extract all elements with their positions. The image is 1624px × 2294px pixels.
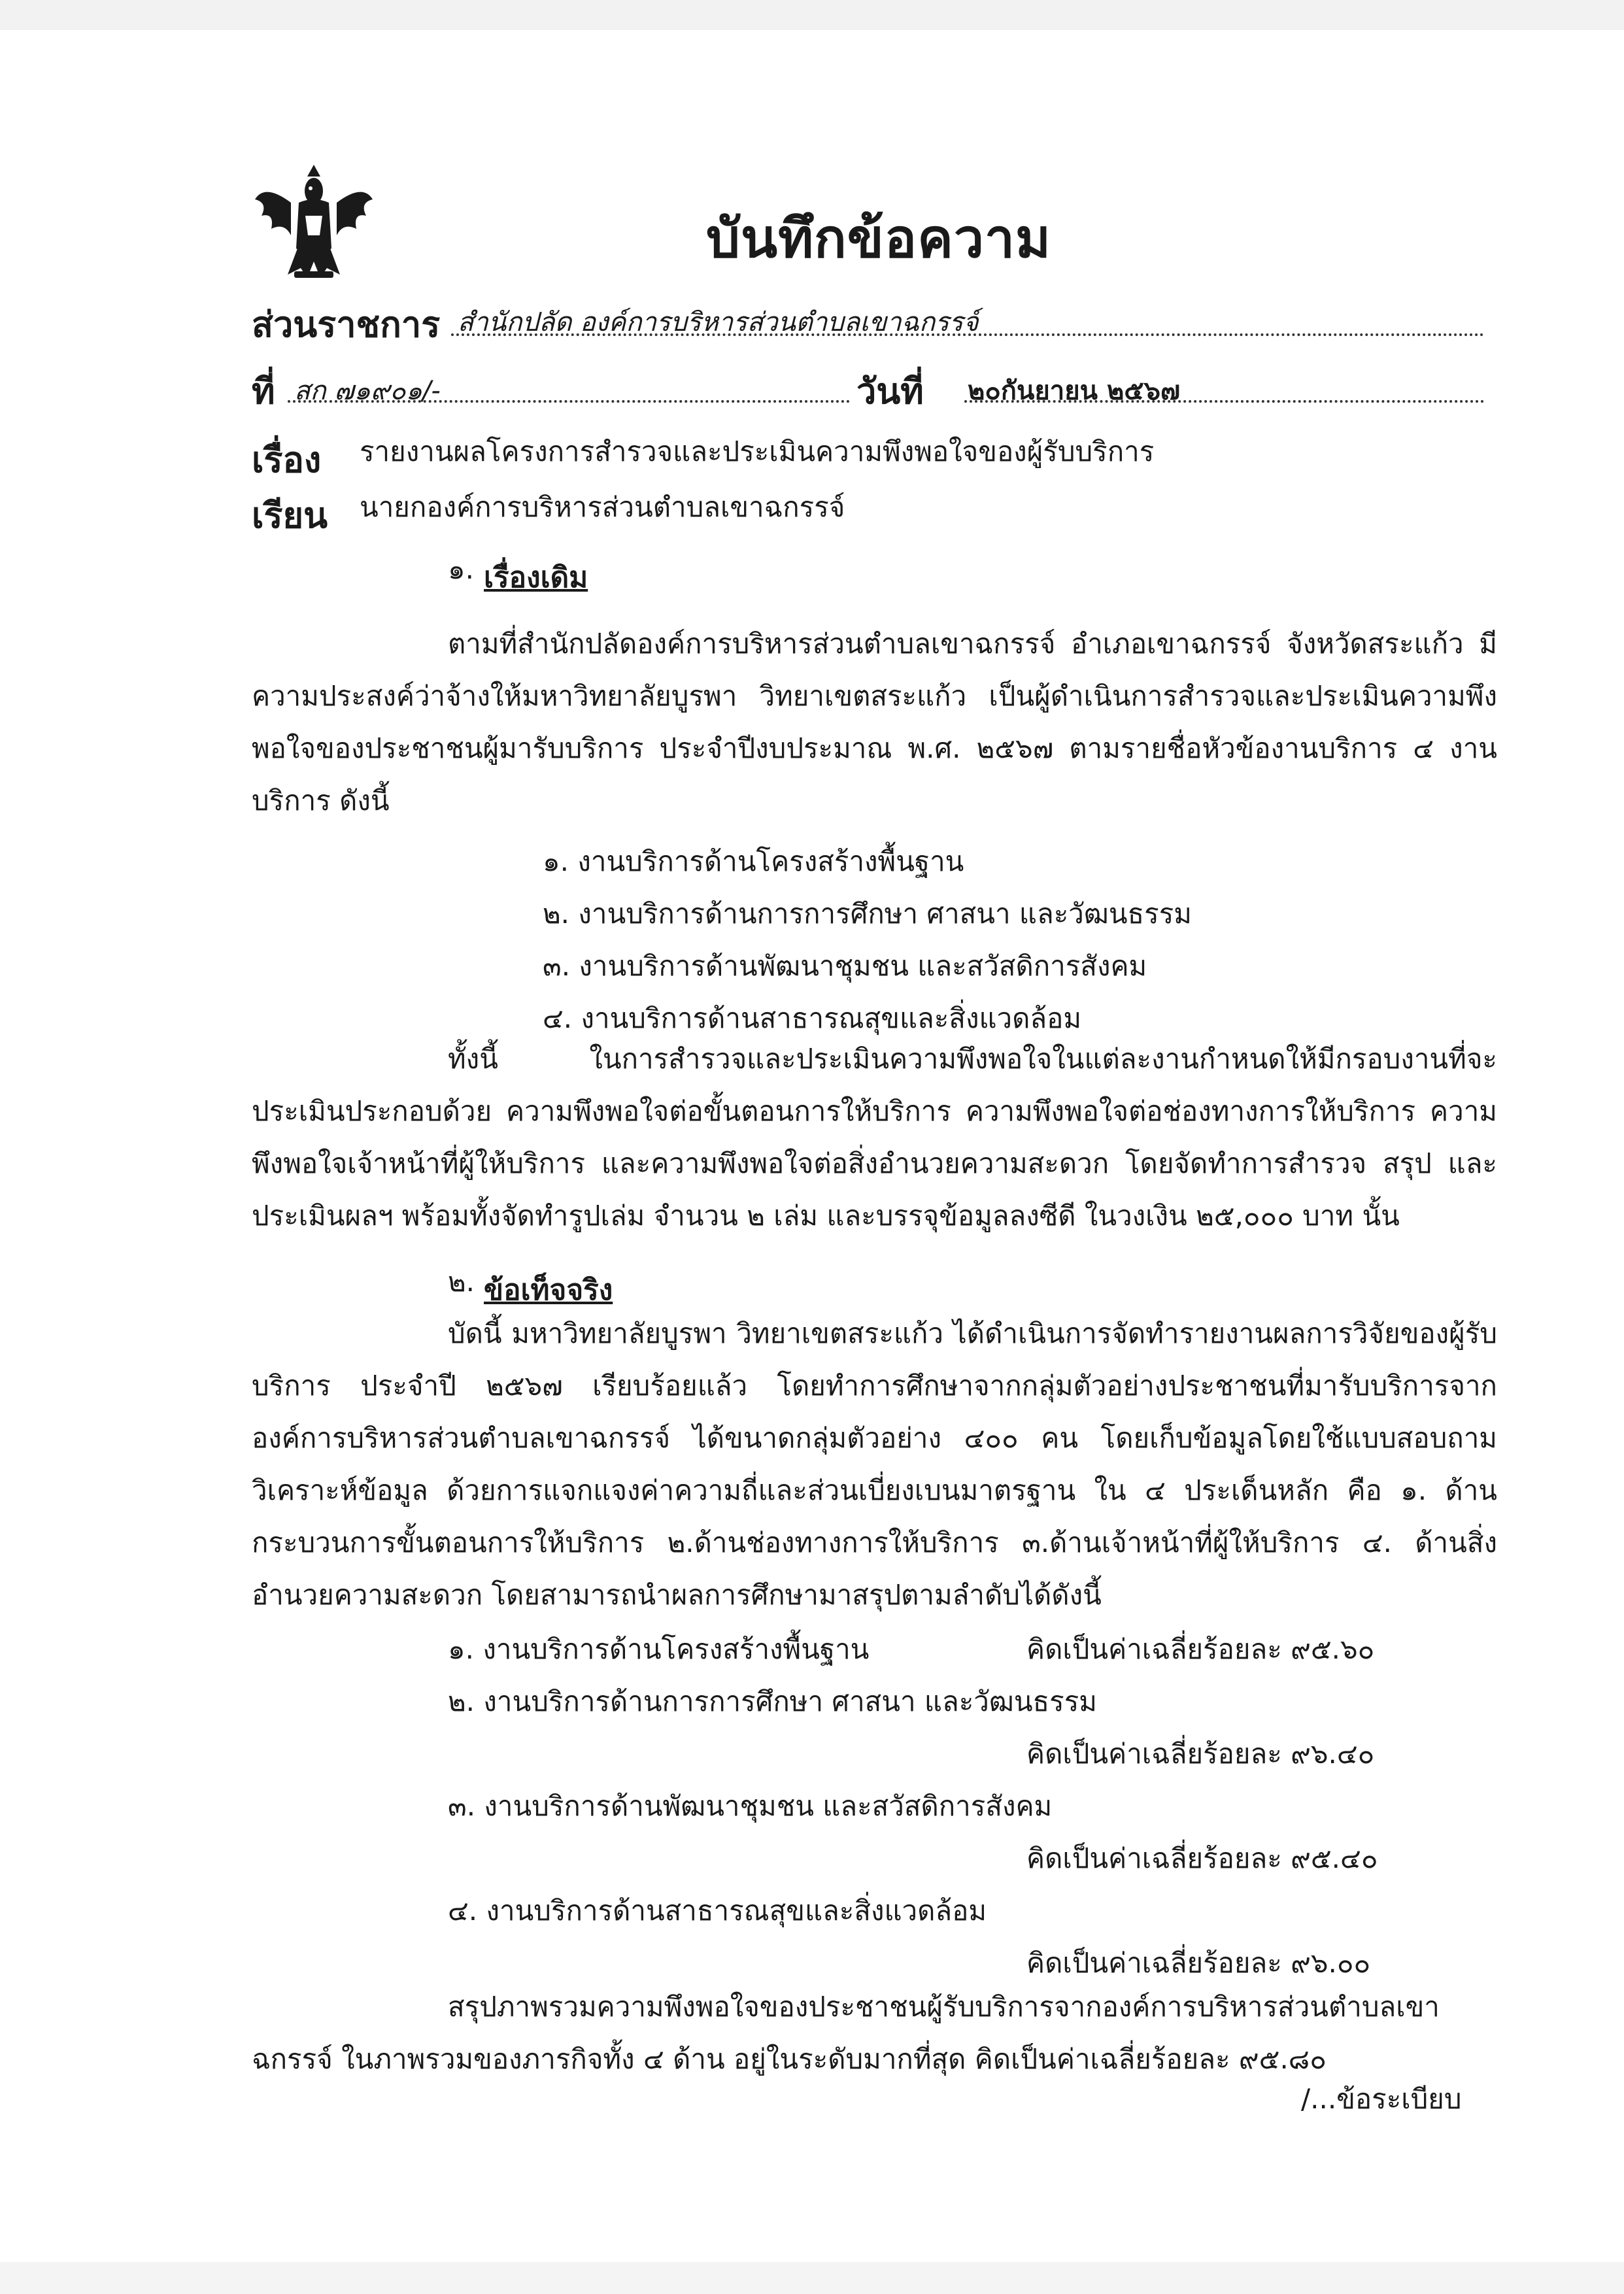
- section1-item-1: ๑. งานบริการด้านโครงสร้างพื้นฐาน: [543, 845, 964, 877]
- garuda-emblem-icon: [252, 163, 376, 281]
- subject-value: รายงานผลโครงการสำรวจและประเมินความพึงพอใจของผู้รับบริการ: [360, 435, 1155, 467]
- reference-label: ที่: [252, 371, 275, 412]
- date-label: วันที่: [856, 371, 924, 412]
- result-3-label: ๓. งานบริการด้านพัฒนาชุมชน และสวัสดิการสังคม: [448, 1790, 1053, 1822]
- scan-edge-bottom: [0, 2262, 1624, 2294]
- date-value: ๒๐กันยายน ๒๕๖๗: [968, 376, 1181, 406]
- section1-heading: เรื่องเดิม: [484, 561, 588, 594]
- to-value: นายกองค์การบริหารส่วนตำบลเขาฉกรรจ์: [360, 491, 845, 523]
- result-1-value: คิดเป็นค่าเฉลี่ยร้อยละ ๙๕.๖๐: [1026, 1633, 1375, 1665]
- section1-paragraph1: ตามที่สำนักปลัดองค์การบริหารส่วนตำบลเขาฉกรรจ์ อำเภอเขาฉกรรจ์ จังหวัดสระแก้ว มีความประสงค์ว่าจ้างให้มหาวิทยาลัยบูรพา วิทยาเขตสระแก้ว เป็นผู้ดำเนินการสำรวจและประเมินความพึงพอใจของประชาชนผู้มารับบริการ ประจำปีงบประมาณ พ.ศ. ๒๕๖๗ ตามรายชื่อหัวข้องานบริการ ๔ งานบริการ ดังนี้: [252, 628, 1497, 817]
- result-1-label: ๑. งานบริการด้านโครงสร้างพื้นฐาน: [448, 1633, 870, 1665]
- result-2-value: คิดเป็นค่าเฉลี่ยร้อยละ ๙๖.๔๐: [1026, 1738, 1375, 1770]
- section1-paragraph2: ทั้งนี้ ในการสำรวจและประเมินความพึงพอใจในแต่ละงานกำหนดให้มีกรอบงานที่จะประเมินประกอบด้วย ความพึงพอใจต่อขั้นตอนการให้บริการ ความพึงพอใจต่อช่องทางการให้บริการ ความพึงพอใจเจ้าหน้าที่ผู้ให้บริการ และความพึงพอใจต่อสิ่งอำนวยความสะดวก โดยจัดทำการสำรวจ สรุป และประเมินผลฯ พร้อมทั้งจัดทำรูปเล่ม จำนวน ๒ เล่ม และบรรจุข้อมูลลงซีดี ในวงเงิน ๒๕,๐๐๐ บาท นั้น: [252, 1043, 1497, 1232]
- section2-heading: ข้อเท็จจริง: [484, 1274, 613, 1307]
- section1-number: ๑.: [448, 553, 475, 585]
- section2-number: ๒.: [448, 1266, 475, 1298]
- to-label: เรียน: [252, 495, 328, 536]
- subject-label: เรื่อง: [252, 439, 322, 481]
- summary-paragraph: สรุปภาพรวมความพึงพอใจของประชาชนผู้รับบริการจากองค์การบริหารส่วนตำบลเขาฉกรรจ์ ในภาพรวมของภารกิจทั้ง ๔ ด้าน อยู่ในระดับมากที่สุด คิดเป็นค่าเฉลี่ยร้อยละ ๙๕.๘๐: [252, 1991, 1440, 2075]
- result-2-label: ๒. งานบริการด้านการการศึกษา ศาสนา และวัฒนธรรม: [448, 1685, 1097, 1717]
- section1-item-2: ๒. งานบริการด้านการการศึกษา ศาสนา และวัฒนธรรม: [543, 898, 1192, 930]
- agency-label: ส่วนราชการ: [252, 304, 441, 345]
- result-4-value: คิดเป็นค่าเฉลี่ยร้อยละ ๙๖.๐๐: [1026, 1947, 1371, 1979]
- section2-paragraph1: บัดนี้ มหาวิทยาลัยบูรพา วิทยาเขตสระแก้ว ได้ดำเนินการจัดทำรายงานผลการวิจัยของผู้รับบริการ ประจำปี ๒๕๖๗ เรียบร้อยแล้ว โดยทำการศึกษาจากกลุ่มตัวอย่างประชาชนที่มารับบริการจากองค์การบริหารส่วนตำบลเขาฉกรรจ์ ได้ขนาดกลุ่มตัวอย่าง ๔๐๐ คน โดยเก็บข้อมูลโดยใช้แบบสอบถาม วิเคราะห์ข้อมูล ด้วยการแจกแจงค่าความถี่และส่วนเบี่ยงเบนมาตรฐาน ใน ๔ ประเด็นหลัก คือ ๑. ด้านกระบวนการขั้นตอนการให้บริการ ๒.ด้านช่องทางการให้บริการ ๓.ด้านเจ้าหน้าที่ผู้ให้บริการ ๔. ด้านสิ่งอำนวยความสะดวก โดยสามารถนำผลการศึกษามาสรุปตามลำดับได้ดังนี้: [252, 1317, 1497, 1611]
- result-3-value: คิดเป็นค่าเฉลี่ยร้อยละ ๙๕.๔๐: [1026, 1842, 1378, 1874]
- agency-value: สำนักปลัด องค์การบริหารส่วนตำบลเขาฉกรรจ์: [458, 307, 979, 337]
- result-4-label: ๔. งานบริการด้านสาธารณสุขและสิ่งแวดล้อม: [448, 1895, 987, 1927]
- reference-value: สก ๗๑๙๐๑/-: [294, 376, 441, 406]
- section1-item-4: ๔. งานบริการด้านสาธารณสุขและสิ่งแวดล้อม: [543, 1002, 1082, 1034]
- scan-edge-top: [0, 0, 1624, 30]
- section1-item-3: ๓. งานบริการด้านพัฒนาชุมชน และสวัสดิการสังคม: [543, 950, 1147, 982]
- document-title: บันทึกข้อความ: [706, 208, 1052, 270]
- continuation-note: /...ข้อระเบียบ: [1301, 2083, 1462, 2115]
